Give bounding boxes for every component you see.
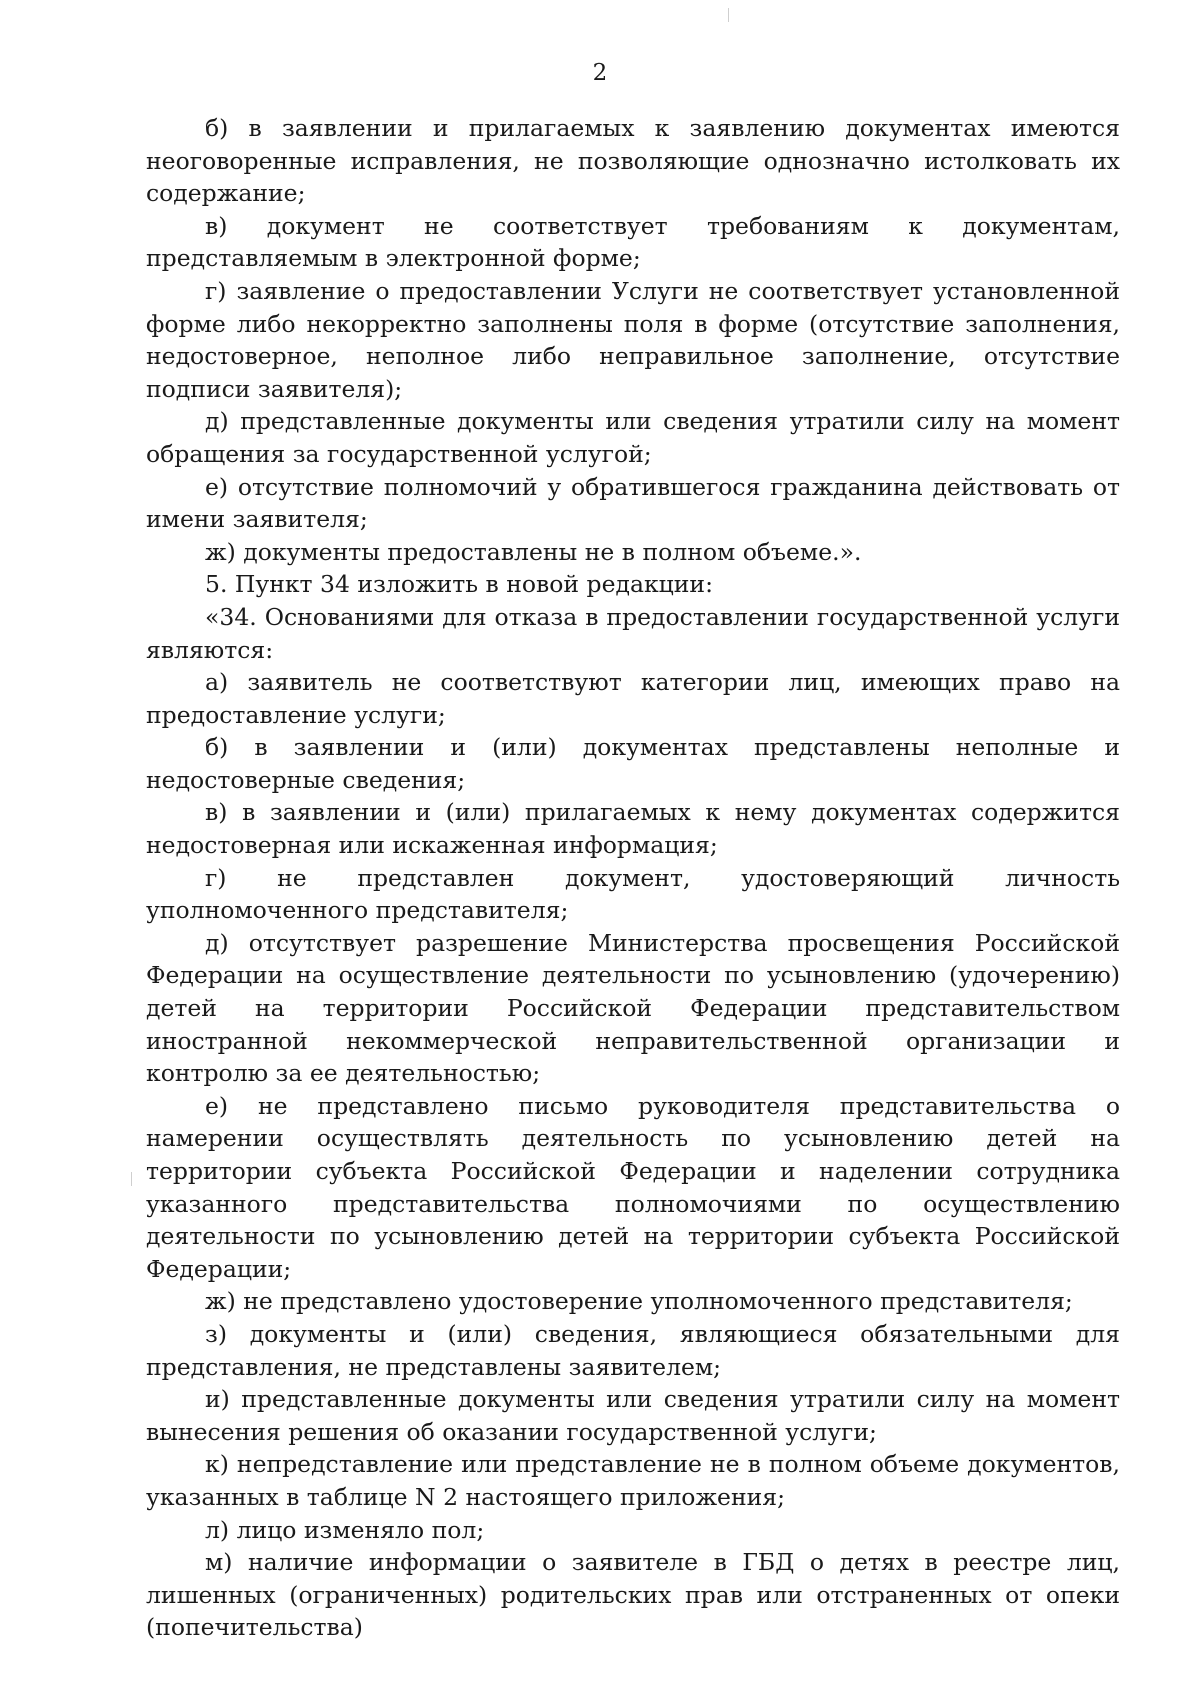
paragraph-34-a: а) заявитель не соответствуют категории лиц, имеющих право на предоставление услуги; bbox=[146, 668, 1120, 729]
paragraph-34-l: л) лицо изменяло пол; bbox=[205, 1515, 485, 1544]
paragraph-34-k: к) непредставление или представление не в полном объеме документов, указанных в таблице N 2 настоящего приложения; bbox=[146, 1450, 1120, 1511]
paragraph-34-z: з) документы и (или) сведения, являющиеся обязательными для представления, не представлены заявителем; bbox=[146, 1319, 1120, 1381]
paragraph-34-zh: ж) не представлено удостоверение уполномоченного представителя; bbox=[205, 1287, 1073, 1316]
paragraph-34-e: е) не представлено письмо руководителя представительства о намерении осуществлять деятельность по усыновлению детей на территории субъекта Российской Федерации и наделении сотрудника указанного представительства полномочиями по осуществлению деятельности по усыновлению детей на территории субъекта Российской Федерации; bbox=[146, 1091, 1120, 1283]
paragraph-34-b: б) в заявлении и (или) документах представлены неполные и недостоверные сведения; bbox=[146, 733, 1120, 794]
paragraph-e: е) отсутствие полномочий у обратившегося гражданина действовать от имени заявителя; bbox=[146, 472, 1120, 534]
paragraph-v: в) документ не соответствует требованиям к документам, представляемым в электронной форме; bbox=[146, 211, 1120, 273]
page-number: 2 bbox=[592, 60, 608, 86]
paragraph-34-v: в) в заявлении и (или) прилагаемых к нему документах содержится недостоверная или искаженная информация; bbox=[146, 798, 1120, 860]
paragraph-b: б) в заявлении и прилагаемых к заявлению документах имеются неоговоренные исправления, не позволяющие однозначно истолковать их содержание; bbox=[146, 114, 1120, 208]
paragraph-34-i: и) представленные документы или сведения утратили силу на момент вынесения решения об оказании государственной услуги; bbox=[146, 1385, 1120, 1446]
paragraph-34-g: г) не представлен документ, удостоверяющий личность уполномоченного представителя; bbox=[146, 863, 1120, 925]
paragraph-34-d: д) отсутствует разрешение Министерства просвещения Российской Федерации на осуществление деятельности по усыновлению (удочерению) детей на территории Российской Федерации представительством иностранной некоммерческой неправительственной организации и контролю за ее деятельностью; bbox=[146, 928, 1120, 1088]
scan-artifact-left bbox=[131, 1172, 132, 1186]
paragraph-g: г) заявление о предоставлении Услуги не соответствует установленной форме либо некорректно заполнены поля в форме (отсутствие заполнения, недостоверное, неполное либо неправильное заполнение, отсутствие подписи заявителя); bbox=[146, 276, 1120, 403]
paragraph-d: д) представленные документы или сведения утратили силу на момент обращения за государственной услугой; bbox=[146, 407, 1120, 468]
paragraph-34-m: м) наличие информации о заявителе в ГБД о детях в реестре лиц, лишенных (ограниченных) родительских прав или отстраненных от опеки (попечительства) bbox=[146, 1548, 1120, 1642]
scan-artifact-top bbox=[728, 8, 729, 22]
paragraph-zh: ж) документы предоставлены не в полном объеме.». bbox=[205, 537, 862, 566]
paragraph-item-34-intro: «34. Основаниями для отказа в предоставлении государственной услуги являются: bbox=[146, 602, 1120, 664]
paragraph-item-5: 5. Пункт 34 изложить в новой редакции: bbox=[205, 570, 714, 599]
document-body bbox=[146, 112, 1120, 1644]
